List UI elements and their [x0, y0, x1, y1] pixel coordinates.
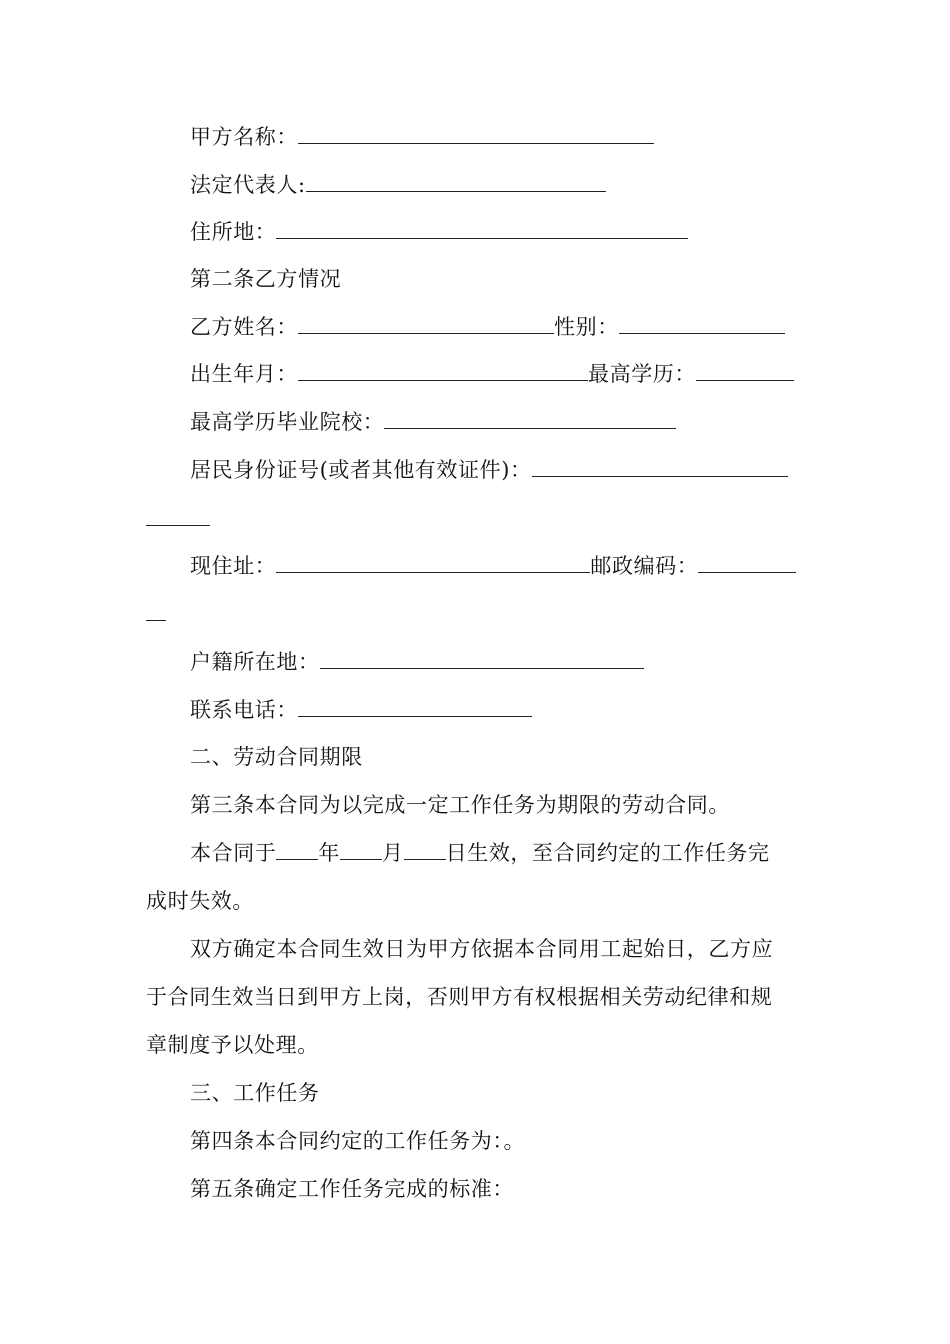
party-a-rep-blank[interactable]: [306, 173, 606, 192]
party-a-name-blank[interactable]: [298, 125, 654, 144]
party-b-school-row: [190, 410, 676, 434]
party-b-current-address-blank[interactable]: [276, 554, 590, 573]
party-b-current-address-label: 现住址：: [190, 554, 277, 578]
party-b-school-blank[interactable]: [384, 410, 676, 429]
party-b-phone-row: [190, 698, 532, 722]
party-b-hukou-blank[interactable]: [320, 650, 644, 669]
party-b-name-blank[interactable]: [298, 315, 554, 334]
effective-suffix: 日生效，至合同约定的工作任务完: [445, 841, 770, 865]
party-b-id-row: [190, 458, 788, 482]
party-b-heading: 第二条乙方情况: [190, 267, 342, 291]
term-effective-cont: 成时失效。: [146, 889, 254, 913]
effective-year-blank[interactable]: [276, 841, 318, 860]
party-b-hukou-label: 户籍所在地：: [190, 650, 320, 674]
party-b-id-blank-cont[interactable]: [146, 507, 210, 526]
tasks-heading: 三、工作任务: [190, 1081, 320, 1105]
party-b-current-address-row: [190, 554, 796, 578]
tasks-article5: 第五条确定工作任务完成的标准：: [190, 1177, 514, 1201]
party-b-birth-label: 出生年月：: [190, 362, 298, 386]
party-b-phone-blank[interactable]: [298, 698, 532, 717]
effective-year-label: 年: [318, 841, 341, 865]
party-b-education-label: 最高学历：: [588, 362, 696, 386]
party-b-hukou-row: [190, 650, 644, 674]
term-para1-line2: 于合同生效当日到甲方上岗，否则甲方有权根据相关劳动纪律和规: [146, 985, 773, 1009]
party-b-postal-label: 邮政编码：: [590, 554, 699, 578]
party-a-rep-label: 法定代表人:: [190, 173, 306, 197]
party-a-address-label: 住所地：: [190, 220, 277, 244]
party-b-id-label: 居民身份证号(或者其他有效证件)：: [190, 458, 532, 482]
party-b-postal-blank-cont-row: [146, 602, 166, 626]
tasks-article4: 第四条本合同约定的工作任务为：。: [190, 1129, 526, 1153]
party-a-address-blank[interactable]: [276, 220, 688, 239]
party-b-birth-blank[interactable]: [298, 362, 588, 381]
party-a-name-row: [190, 125, 654, 149]
term-para1-line3: 章制度予以处理。: [146, 1033, 319, 1057]
party-b-postal-blank[interactable]: [698, 554, 796, 573]
term-effective-row: [190, 841, 770, 865]
party-a-name-label: 甲方名称：: [190, 125, 298, 149]
party-b-birth-row: [190, 362, 794, 386]
effective-day-blank[interactable]: [404, 841, 446, 860]
party-b-id-blank[interactable]: [532, 458, 788, 477]
party-b-school-label: 最高学历毕业院校：: [190, 410, 385, 434]
party-b-name-row: [190, 315, 785, 339]
party-b-education-blank[interactable]: [696, 362, 794, 381]
term-article3: 第三条本合同为以完成一定工作任务为期限的劳动合同。: [190, 793, 730, 817]
party-a-address-row: [190, 220, 688, 244]
party-b-phone-label: 联系电话：: [190, 698, 298, 722]
party-b-id-blank-cont-row: [146, 507, 210, 531]
term-para1-line1: 双方确定本合同生效日为甲方依据本合同用工起始日，乙方应: [190, 937, 774, 961]
party-b-postal-blank-cont[interactable]: [146, 602, 166, 621]
party-b-gender-label: 性别：: [554, 315, 619, 339]
effective-month-blank[interactable]: [340, 841, 382, 860]
effective-month-label: 月: [382, 841, 404, 865]
party-a-rep-row: [190, 173, 606, 197]
party-b-name-label: 乙方姓名：: [190, 315, 298, 339]
party-b-gender-blank[interactable]: [619, 315, 785, 334]
term-heading: 二、劳动合同期限: [190, 745, 363, 769]
effective-prefix: 本合同于: [190, 841, 277, 865]
